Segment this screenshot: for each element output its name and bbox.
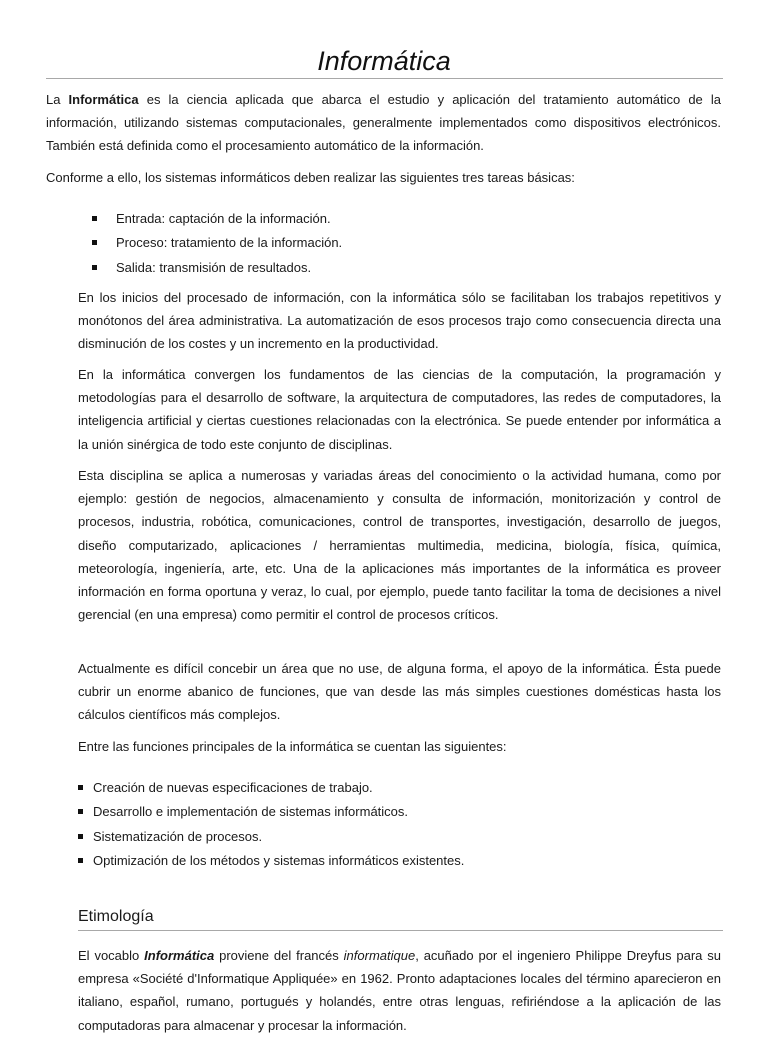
etymology-text-mid: proviene del francés: [214, 948, 344, 963]
intro-text-start: La: [46, 92, 69, 107]
section-divider: [78, 930, 723, 931]
list-item-text: Salida: transmisión de resultados.: [116, 260, 312, 275]
page-title: Informática: [317, 46, 451, 76]
list-item-text: Entrada: captación de la información.: [116, 211, 331, 226]
bullet-icon: [78, 834, 83, 839]
etymology-paragraph: [78, 944, 721, 1037]
title-divider: [46, 78, 723, 79]
bullet-icon: [92, 265, 97, 270]
etymology-term: Informática: [144, 948, 215, 963]
etymology-french-word: informatique: [343, 948, 416, 963]
section-heading-etymology: Etimología: [78, 908, 154, 925]
list-item-text: Sistematización de procesos.: [93, 829, 263, 844]
intro-paragraph: [46, 88, 721, 158]
list-item-text: Proceso: tratamiento de la información.: [116, 235, 343, 250]
bullet-icon: [92, 240, 97, 245]
foundations-paragraph: En la informática convergen los fundamentos de las ciencias de la computación, la programación y metodologías para el desarrollo de software, la arquitectura de computadores, las redes de computadores, la inteligencia artificial y ciertas cuestiones relacionadas con la electrónica. Se puede entender por informática a la unión sinérgica de todo este conjunto de disciplinas.: [78, 367, 721, 452]
bullet-icon: [78, 809, 83, 814]
scope-paragraph: Actualmente es difícil concebir un área que no use, de alguna forma, el apoyo de la informática. Ésta puede cubrir un enorme abanico de funciones, que van desde las más simples cuestiones domésticas hasta los cálculos científicos más complejos.: [78, 661, 721, 723]
tasks-intro-paragraph: Conforme a ello, los sistemas informáticos deben realizar las siguientes tres tareas básicas:: [46, 170, 575, 185]
intro-term: Informática: [68, 92, 139, 107]
list-item-text: Creación de nuevas especificaciones de trabajo.: [93, 780, 373, 795]
list-item-text: Desarrollo e implementación de sistemas informáticos.: [93, 804, 409, 819]
applications-paragraph: Esta disciplina se aplica a numerosas y variadas áreas del conocimiento o la actividad humana, como por ejemplo: gestión de negocios, almacenamiento y consulta de información, monitorización y control de procesos, industria, robótica, comunicaciones, control de transportes, investigación, desarrollo de juegos, diseño computarizado, aplicaciones / herramientas multimedia, medicina, biología, física, química, meteorología, ingeniería, arte, etc. Una de la aplicaciones más importantes de la informática es proveer información en forma oportuna y veraz, lo cual, por ejemplo, puede tanto facilitar la toma de decisiones a nivel gerencial (en una empresa) como permitir el control de procesos críticos.: [78, 468, 721, 623]
functions-intro-paragraph: Entre las funciones principales de la informática se cuentan las siguientes:: [78, 739, 507, 754]
history-paragraph: En los inicios del procesado de información, con la informática sólo se facilitaban los trabajos repetitivos y monótonos del área administrativa. La automatización de esos procesos trajo como consecuencia directa una disminución de los costes y un incremento en la productividad.: [78, 290, 721, 352]
bullet-icon: [92, 216, 97, 221]
bullet-icon: [78, 785, 83, 790]
etymology-text-start: El vocablo: [78, 948, 145, 963]
bullet-icon: [78, 858, 83, 863]
etymology-text-rest: , acuñado por el ingeniero Philippe Dreyfus para su empresa «Société d'Informatique Appliquée» en 1962. Pronto adaptaciones locales del término aparecieron en italiano, español, rumano, portugués y holandés, entre otras lenguas, refiriéndose a la aplicación de las computadoras para almacenar y procesar la información.: [78, 948, 722, 1033]
intro-text-rest: es la ciencia aplicada que abarca el estudio y aplicación del tratamiento automático de la información, utilizando sistemas computacionales, generalmente implementados como dispositivos electrónicos. También está definida como el procesamiento automático de la información.: [46, 92, 721, 154]
list-item-text: Optimización de los métodos y sistemas informáticos existentes.: [93, 853, 465, 868]
